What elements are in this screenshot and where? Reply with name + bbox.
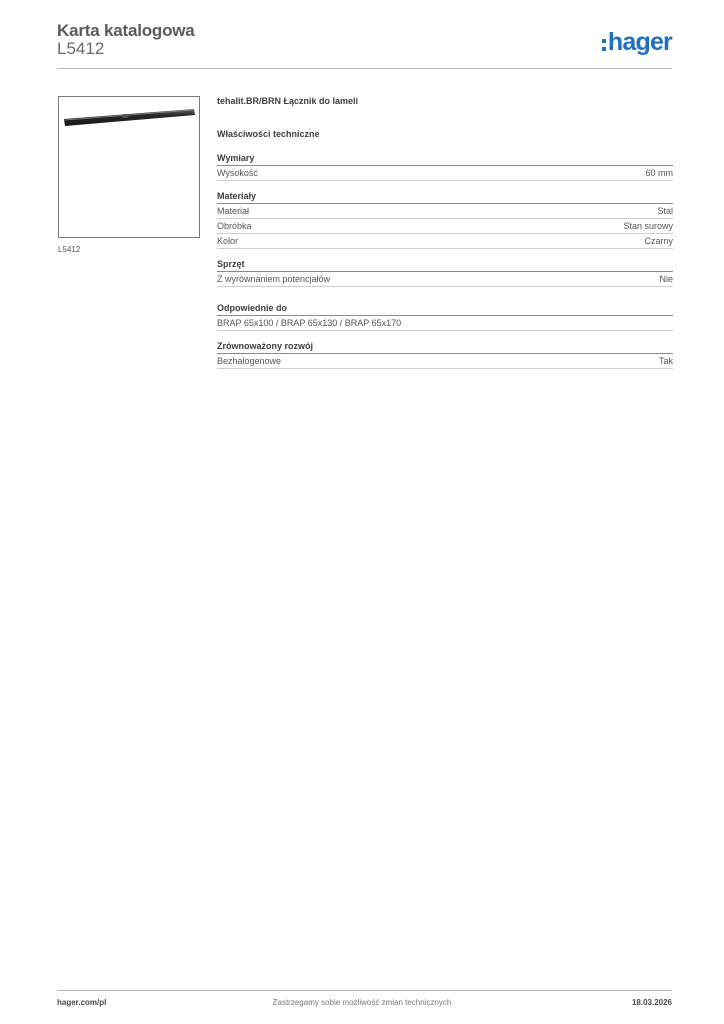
property-row [217, 316, 673, 331]
header-divider [57, 68, 672, 69]
property-value: Stan surowy [623, 221, 673, 231]
property-label: Wysokość [217, 168, 258, 178]
property-value: 60 mm [645, 168, 673, 178]
property-value: Czarny [644, 236, 673, 246]
property-label: Kolor [217, 236, 239, 246]
group-equipment [217, 259, 673, 287]
property-value: Nie [659, 274, 673, 284]
group-heading: Odpowiednie do [217, 303, 673, 316]
logo-mark-icon [602, 39, 606, 51]
footer-disclaimer: Zastrzegamy sobie możliwość zmian technicznych [272, 998, 452, 1007]
property-row [217, 166, 673, 181]
footer-divider [57, 990, 672, 991]
property-value: Tak [658, 356, 673, 366]
property-label: BRAP 65x100 / BRAP 65x130 / BRAP 65x170 [217, 318, 402, 328]
footer-date: 18.03.2026 [631, 998, 672, 1007]
property-row [217, 204, 673, 219]
product-name: tehalit.BR/BRN Łącznik do lameli [217, 96, 359, 106]
property-row [217, 219, 673, 234]
property-label: Z wyrównaniem potencjałów [217, 274, 331, 284]
technical-properties-heading: Właściwości techniczne [217, 129, 320, 139]
property-row [217, 234, 673, 249]
hager-logo [602, 28, 672, 57]
image-caption: L5412 [58, 245, 81, 254]
group-sustainability [217, 341, 673, 369]
page-title: Karta katalogowa [57, 21, 195, 40]
property-row [217, 354, 673, 369]
group-dimensions [217, 153, 673, 181]
group-heading: Wymiary [217, 153, 673, 166]
group-heading: Zrównoważony rozwój [217, 341, 673, 354]
group-heading: Materiały [217, 191, 673, 204]
group-materials [217, 191, 673, 249]
logo-text: hager [607, 28, 672, 56]
property-label: Materiał [217, 206, 250, 216]
property-value: Stal [657, 206, 673, 216]
footer-website-link[interactable]: hager.com/pl [57, 998, 107, 1007]
product-code: L5412 [57, 39, 105, 58]
group-suitable-for [217, 303, 673, 331]
product-image [58, 96, 200, 238]
product-details [217, 96, 673, 379]
group-heading: Sprzęt [217, 259, 673, 272]
property-label: Bezhalogenowe [217, 356, 282, 366]
property-row [217, 272, 673, 287]
property-label: Obróbka [217, 221, 252, 231]
